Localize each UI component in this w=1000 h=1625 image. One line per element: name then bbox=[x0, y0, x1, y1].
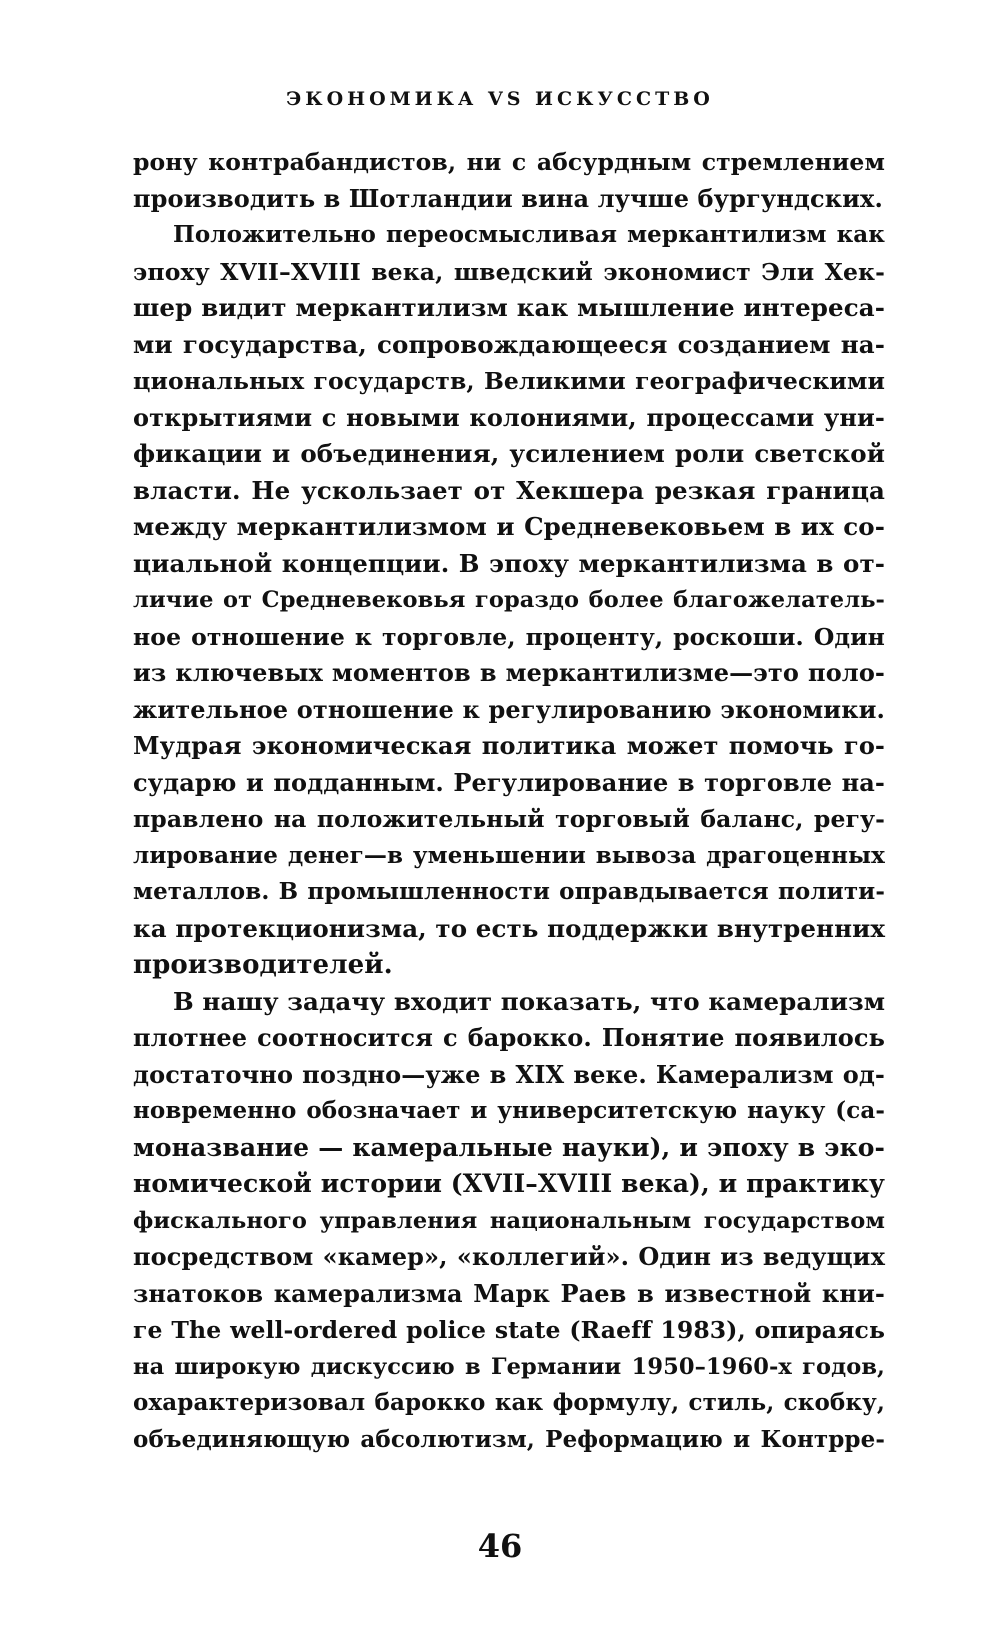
text-line: открытиями с новыми колониями, процессами уни- bbox=[133, 402, 885, 432]
text-line: металлов. В промышленности оправдывается полити- bbox=[133, 878, 885, 905]
running-head: ЭКОНОМИКА VS ИСКУССТВО bbox=[286, 88, 714, 110]
text-line: личие от Средневековья гораздо более благожелатель- bbox=[133, 587, 885, 613]
text-line: достаточно поздно—уже в XIX веке. Камерализм од- bbox=[133, 1059, 885, 1089]
text-line: знатоков камерализма Марк Раев в известной кни- bbox=[133, 1278, 885, 1308]
text-line: Мудрая экономическая политика может помочь го- bbox=[133, 731, 885, 760]
text-line: ми государства, сопровождающееся созданием на- bbox=[133, 329, 885, 359]
text-line: фикации и объединения, усилением роли светской bbox=[133, 439, 885, 468]
text-line: правлено на положительный торговый баланс, регу- bbox=[133, 805, 885, 833]
text-line: посредством «камер», «коллегий». Один из ведущих bbox=[133, 1242, 885, 1271]
text-line: циональных государств, Великими географическими bbox=[133, 367, 885, 395]
text-line: ное отношение к торговле, проценту, роскоши. Один bbox=[133, 622, 885, 651]
text-line: на широкую дискуссию в Германии 1950–1960-х годов, bbox=[133, 1353, 885, 1380]
text-line: ка протекционизма, то есть поддержки внутренних bbox=[133, 913, 886, 943]
text-line: Положительно переосмысливая меркантилизм как bbox=[173, 221, 885, 248]
text-line: производить в Шотландии вина лучше бургундских. bbox=[133, 183, 883, 213]
text-line: циальной концепции. В эпоху меркантилизма в от- bbox=[133, 548, 885, 578]
text-line: производителей. bbox=[133, 950, 393, 980]
text-line: сударю и подданным. Регулирование в торговле на- bbox=[133, 767, 885, 797]
text-line: рону контрабандистов, ни с абсурдным стремлением bbox=[133, 148, 885, 176]
body-text bbox=[133, 144, 885, 1458]
page-number: 46 bbox=[477, 1527, 523, 1565]
text-line: из ключевых моментов в меркантилизме—это поло- bbox=[133, 658, 885, 687]
text-line: объединяющую абсолютизм, Реформацию и Контрре- bbox=[133, 1425, 885, 1453]
text-line: между меркантилизмом и Средневековьем в их со- bbox=[133, 512, 885, 541]
text-line: жительное отношение к регулированию экономики. bbox=[133, 694, 885, 724]
text-line: власти. Не ускользает от Хекшера резкая граница bbox=[133, 475, 885, 505]
text-line: номической истории (XVII–XVIII века), и практику bbox=[133, 1169, 885, 1198]
text-line: эпоху XVII–XVIII века, шведский экономист Эли Хек- bbox=[133, 257, 885, 286]
text-line: плотнее соотносится с барокко. Понятие появилось bbox=[133, 1023, 885, 1052]
text-line: охарактеризовал барокко как формулу, стиль, скобку, bbox=[133, 1389, 885, 1416]
text-line: моназвание — камеральные науки), и эпоху в эко- bbox=[133, 1132, 885, 1162]
text-line: шер видит меркантилизм как мышление интереса- bbox=[133, 293, 885, 322]
text-line: В нашу задачу входит показать, что камерализм bbox=[173, 986, 886, 1016]
text-line: ге The well-ordered police state (Raeff 1983), опираясь bbox=[133, 1316, 885, 1344]
text-line: фискального управления национальным государством bbox=[133, 1207, 885, 1234]
text-line: лирование денег—в уменьшении вывоза драгоценных bbox=[133, 841, 885, 869]
text-line: новременно обозначает и университетскую науку (са- bbox=[133, 1097, 885, 1124]
